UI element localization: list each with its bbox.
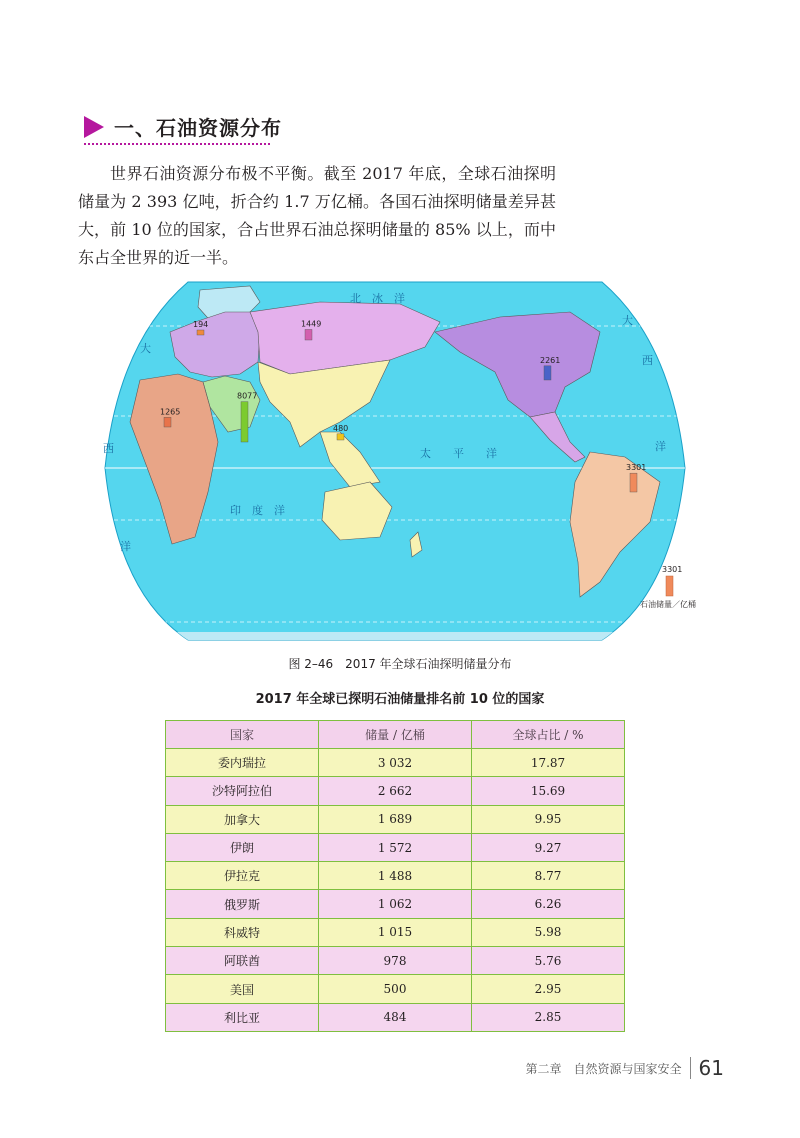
cell-country: 沙特阿拉伯: [166, 777, 319, 805]
section-title: 一、石油资源分布: [114, 116, 282, 140]
table-row: [166, 749, 625, 777]
table-row: [166, 805, 625, 833]
cell-reserves: 1 689: [319, 805, 472, 833]
bar-label-north-america: 2261: [540, 355, 561, 365]
cell-share: 8.77: [472, 862, 625, 890]
cell-country: 俄罗斯: [166, 890, 319, 918]
table-row: [166, 862, 625, 890]
cell-share: 15.69: [472, 777, 625, 805]
atlantic-west-2: 西: [103, 442, 114, 455]
legend-value: 3301: [662, 565, 683, 574]
atlantic-east-3: 洋: [655, 440, 666, 453]
cell-reserves: 3 032: [319, 749, 472, 777]
cell-country: 美国: [166, 975, 319, 1003]
cell-share: 6.26: [472, 890, 625, 918]
pacific-ocean-label: 太 平 洋: [420, 447, 497, 460]
table-row: [166, 890, 625, 918]
header-country: 国家: [166, 721, 319, 749]
cell-share: 2.95: [472, 975, 625, 1003]
cell-share: 5.76: [472, 947, 625, 975]
body-paragraph: 世界石油资源分布极不平衡。截至 2017 年底，全球石油探明储量为 2 393 亿吨，折合约 1.7 万亿桶。各国石油探明储量差异甚大，前 10 位的国家，合占世界石油总探明储量的 85% 以上，而中东占全世界的近一半。: [78, 164, 556, 267]
cell-reserves: 484: [319, 1003, 472, 1031]
heading-underline: [84, 143, 270, 145]
table-row: [166, 777, 625, 805]
oil-reserves-table: [165, 720, 625, 1032]
cell-country: 加拿大: [166, 805, 319, 833]
table-row: [166, 1003, 625, 1031]
bar-asia-pacific: [337, 434, 344, 440]
cell-country: 伊朗: [166, 833, 319, 861]
cell-share: 2.85: [472, 1003, 625, 1031]
atlantic-west-3: 洋: [120, 540, 131, 553]
bar-africa: [164, 417, 171, 427]
bar-label-africa: 1265: [160, 407, 181, 417]
chapter-title: 第二章 自然资源与国家安全: [525, 1061, 682, 1076]
table-row: [166, 975, 625, 1003]
cell-reserves: 1 572: [319, 833, 472, 861]
table-row: [166, 833, 625, 861]
cell-reserves: 500: [319, 975, 472, 1003]
legend-label: 石油储量／亿桶: [640, 600, 696, 609]
triangle-bullet-icon: [84, 116, 104, 138]
cell-reserves: 1 062: [319, 890, 472, 918]
bar-europe: [197, 330, 204, 335]
atlantic-east-2: 西: [642, 354, 653, 367]
bar-label-middle-east: 8077: [237, 391, 258, 401]
page-footer: [526, 1055, 724, 1081]
cell-share: 5.98: [472, 918, 625, 946]
cell-share: 9.27: [472, 833, 625, 861]
bar-south-america: [630, 473, 637, 492]
atlantic-east-1: 大: [622, 314, 633, 327]
antarctica: [130, 632, 660, 654]
map-caption: 图 2–46 2017 年全球石油探明储量分布: [288, 657, 512, 671]
cell-share: 9.95: [472, 805, 625, 833]
cell-share: 17.87: [472, 749, 625, 777]
cell-reserves: 1 015: [319, 918, 472, 946]
table-row: [166, 947, 625, 975]
cell-country: 阿联酋: [166, 947, 319, 975]
cell-reserves: 978: [319, 947, 472, 975]
bar-label-russia: 1449: [301, 319, 322, 329]
atlantic-west-1: 大: [140, 342, 151, 355]
section-heading: [84, 112, 544, 146]
bar-label-asia-pacific: 480: [333, 423, 349, 433]
bar-middle-east: [241, 402, 248, 442]
cell-reserves: 2 662: [319, 777, 472, 805]
cell-country: 伊拉克: [166, 862, 319, 890]
world-oil-map: [100, 282, 696, 654]
bar-north-america: [544, 366, 551, 380]
table-row: [166, 918, 625, 946]
header-reserves: 储量 / 亿桶: [319, 721, 472, 749]
header-share: 全球占比 / %: [472, 721, 625, 749]
table-title: 2017 年全球已探明石油储量排名前 10 位的国家: [255, 692, 545, 707]
footer-separator: [690, 1057, 691, 1079]
cell-reserves: 1 488: [319, 862, 472, 890]
table-header-row: [166, 721, 625, 749]
cell-country: 委内瑞拉: [166, 749, 319, 777]
indian-ocean-label: 印 度 洋: [230, 504, 285, 517]
bar-label-europe: 194: [193, 320, 209, 329]
arctic-ocean-label: 北 冰 洋: [350, 292, 405, 305]
page-number: 61: [698, 1056, 724, 1080]
bar-russia: [305, 329, 312, 340]
legend-bar: [666, 576, 673, 596]
cell-country: 利比亚: [166, 1003, 319, 1031]
bar-label-south-america: 3301: [626, 463, 647, 473]
cell-country: 科威特: [166, 918, 319, 946]
